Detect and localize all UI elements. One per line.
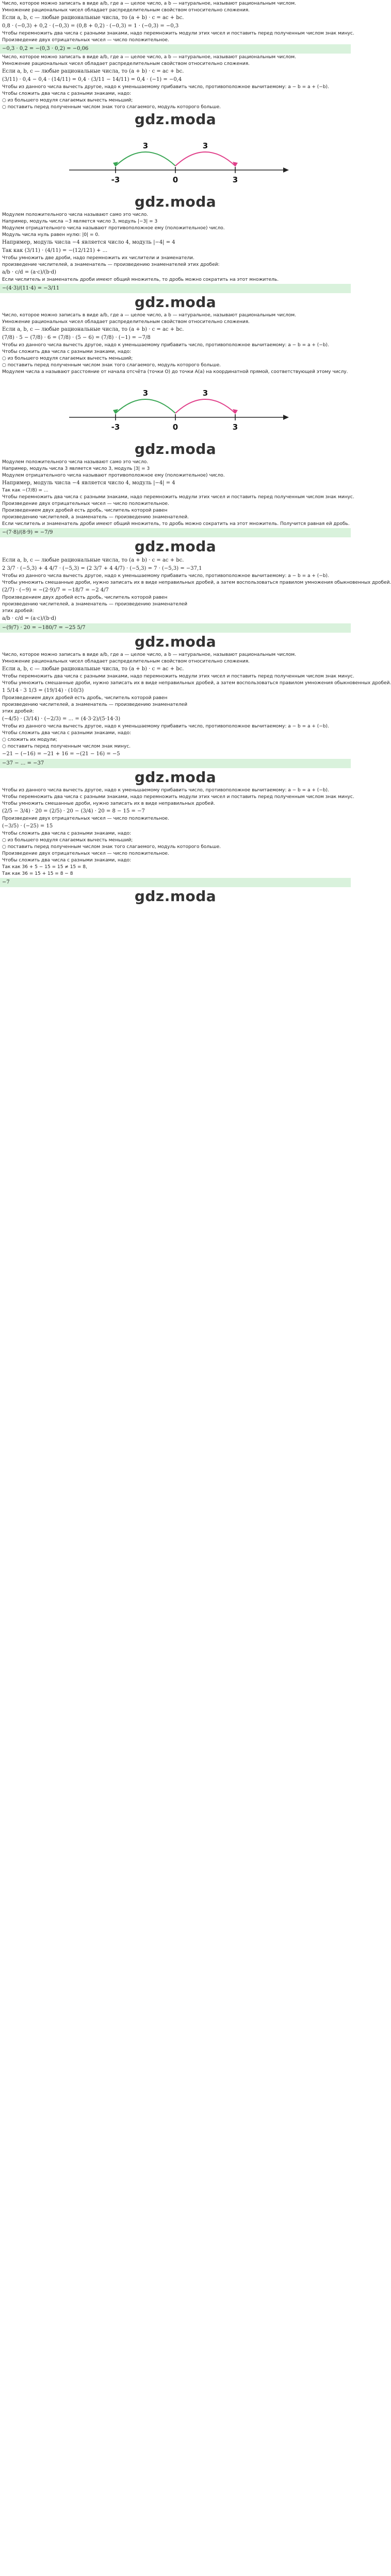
tick-label: 3 — [232, 175, 238, 184]
text-line: Модулем положительного числа называют само это число. — [2, 212, 149, 217]
arc-label: 3 — [202, 388, 208, 398]
text-line: ○ из большего модуля слагаемых вычесть меньший; — [2, 838, 133, 843]
arc-label: 3 — [142, 141, 149, 150]
text-line: ○ поставить перед полученным числом знак минус. — [2, 744, 131, 749]
watermark: gdz.moda — [134, 888, 217, 905]
formula-line: (2/7) · (−9) = −(2·9)/7 = −18/7 = −2 4/7 — [2, 587, 109, 593]
answer-line: −(9/7) · 20 = −180/7 = −25 5/7 — [0, 623, 351, 633]
text-line: ○ из большего модуля слагаемых вычесть меньший; — [2, 98, 133, 103]
text-line: Чтобы умножить две дроби, надо перемножить их числители и знаменатели. — [2, 256, 194, 261]
text-line: Чтобы перемножить два числа с разными знаками, надо перемножить модули этих чисел и поставить перед полученным числом знак минус. — [2, 674, 354, 679]
text-line: Чтобы умножить смешанные дроби, нужно записать их в виде неправильных дробей. — [2, 801, 215, 806]
formula-line: 0,8 · (−0,3) + 0,2 · (−0,3) = (0,8 + 0,2) · (−0,3) = 1 · (−0,3) = −0,3 — [2, 23, 179, 29]
formula-line: (−4/5) · (3/14) · (−2/3) = ... = (4·3·2)/(5·14·3) — [2, 716, 121, 722]
formula-line: a/b · c/d = (a·c)/(b·d) — [2, 616, 57, 621]
text-line: Произведением двух дробей есть дробь, числитель которой равен — [2, 696, 168, 701]
watermark: gdz.moda — [134, 538, 217, 555]
text-line: Модулем положительного числа называют само это число. — [2, 460, 149, 465]
formula-line: (7/8) · 5 − (7/8) · 6 = (7/8) · (5 − 6) = (7/8) · (−1) = −7/8 — [2, 335, 151, 341]
tick-label: 0 — [172, 422, 178, 432]
text-line: Так как 36 = 15 + 15 = 8 − 8 — [2, 871, 73, 876]
answer-line: −37 − ... = −37 — [0, 759, 351, 768]
text-line: произведению числителей, а знаменатель — произведению знаменателей — [2, 702, 188, 707]
answer-line: −0,3 · 0,2 = −(0,3 · 0,2) = −0,06 — [0, 44, 351, 54]
section-6 — [2, 652, 391, 768]
answer-line: −(4·3)/(11·4) = −3/11 — [0, 284, 351, 293]
watermark: gdz.moda — [134, 633, 217, 650]
formula-line: a/b · c/d = (a·c)/(b·d) — [2, 269, 57, 275]
text-line: Если числитель и знаменатель дроби имеют общий множитель, то дробь можно сократить на этот множитель. Получится равная ей дробь. — [2, 521, 350, 527]
section-4 — [2, 460, 354, 537]
arc-right — [175, 152, 235, 166]
formula-line: Если a, b, c — любые рациональные числа, то (a + b) · c = ac + bc. — [2, 327, 184, 332]
text-line: Чтобы сложить два числа с разными знаками, надо: — [2, 858, 132, 863]
axis-arrow-icon — [283, 415, 289, 420]
arc-left — [116, 399, 175, 413]
tick-label: 0 — [172, 175, 178, 184]
arc-left — [116, 152, 175, 166]
tick-label: -3 — [111, 422, 120, 432]
text-line: Чтобы из данного числа вычесть другое, надо к уменьшаемому прибавить число, противоположное вычитаемому: a − b = a + (−b). — [2, 724, 329, 729]
text-line: Чтобы умножить смешанные дроби, нужно записать их в виде неправильных дробей, а затем воспользоваться правилом умножения обыкновенных дробей. — [2, 580, 391, 585]
text-line: Произведение двух отрицательных чисел — число положительное. — [2, 501, 169, 506]
text-line: Чтобы из данного числа вычесть другое, надо к уменьшаемому прибавить число, противоположное вычитаемому: a − b = a + (−b). — [2, 573, 329, 579]
text-line: ○ из большего модуля слагаемых вычесть меньший; — [2, 356, 133, 361]
section-1 — [2, 1, 354, 110]
watermark: gdz.moda — [134, 193, 217, 210]
text-line: Модулем числа a называют расстояние от начала отсчёта (точки O) до точки A(a) на координатной прямой, соответствующей этому числу. — [2, 369, 348, 375]
text-line: Чтобы из данного числа вычесть другое, надо к уменьшаемому прибавить число, противоположное вычитаемому: a − b = a + (−b). — [2, 788, 329, 793]
formula-line: Если a, b, c — любые рациональные числа, то (a + b) · c = ac + bc. — [2, 15, 184, 21]
text-line: ○ поставить перед полученным числом знак того слагаемого, модуль которого больше. — [2, 844, 221, 850]
text-line: Модулем отрицательного числа называют противоположное ему (положительное) число. — [2, 226, 225, 231]
text-line: произведение числителей, а знаменатель — произведению знаменателей этих дробей: — [2, 262, 220, 267]
text-line: Умножение рациональных чисел обладает распределительным свойством относительно сложения. — [2, 659, 250, 664]
tick-label: -3 — [111, 175, 120, 184]
section-2 — [2, 212, 349, 293]
section-7 — [2, 788, 354, 887]
formula-line: 2 3/7 · (−5,3) + 4 4/7 · (−5,3) = (2 3/7 + 4 4/7) · (−5,3) = 7 · (−5,3) = −37,1 — [2, 566, 202, 571]
text-line: произведению числителей, а знаменатель — произведению знаменателей — [2, 602, 188, 607]
text-line: Число, которое можно записать в виде a/b, где a — целое число, а b — натуральное, называют рациональным числом. — [2, 1, 297, 6]
formula-line: (2/5 − 3/4) · 20 = (2/5) · 20 − (3/4) · 20 = 8 − 15 = −7 — [2, 808, 145, 814]
formula-line: Если a, b, c — любые рациональные числа, то (a + b) · c = ac + bc. — [2, 666, 184, 672]
text-line: ○ сложить их модули; — [2, 737, 57, 742]
text-line: Например, модуль числа 3 является число 3, модуль |3| = 3 — [2, 466, 150, 471]
text-line: Чтобы умножить смешанные дроби, нужно записать их в виде неправильных дробей, а затем воспользоваться правилом умножения обыкновенных дробей. — [2, 681, 391, 686]
number-line-figure-2 — [2, 377, 349, 439]
formula-line: 1 5/14 · 3 1/3 = (19/14) · (10/3) — [2, 688, 84, 693]
text-line: Чтобы перемножить два числа с разными знаками, надо перемножить модули этих чисел и поставить перед полученным числом знак минус. — [2, 31, 354, 36]
number-line-figure-1 — [2, 130, 349, 192]
section-5 — [2, 557, 391, 633]
formula-line: Если a, b, c — любые рациональные числа, то (a + b) · c = ac + bc. — [2, 69, 184, 74]
section-3 — [2, 313, 349, 375]
text-line: Так как 36 + 5 − 15 = 15 ≠ 15 = 8, — [2, 865, 87, 870]
text-line: Чтобы из данного числа вычесть другое, надо к уменьшаемому прибавить число, противоположное вычитаемому: a − b = a + (−b). — [2, 343, 329, 348]
watermark: gdz.moda — [134, 440, 217, 457]
text-line: Число, которое можно записать в виде a/b, где a — целое число, а b — натуральное, называют рациональным числом. — [2, 313, 297, 318]
text-line: Число, которое можно записать в виде a/b, где a — целое число, а b — натуральное, называют рациональным числом. — [2, 652, 297, 657]
arc-right — [175, 399, 235, 413]
text-line: Число, которое можно записать в виде a/b, где a — целое число, а b — натуральное, называют рациональным числом. — [2, 55, 297, 60]
axis-arrow-icon — [283, 167, 289, 173]
text-line: Произведение двух отрицательных чисел — число положительное. — [2, 851, 169, 856]
text-line: Произведением двух дробей есть дробь, числитель которой равен — [2, 508, 168, 513]
text-line: Модуль числа нуль равен нулю: |0| = 0. — [2, 232, 100, 238]
text-line: Чтобы перемножить два числа с разными знаками, надо перемножить модули этих чисел и поставить перед полученным числом знак минус. — [2, 794, 354, 800]
watermark: gdz.moda — [134, 769, 217, 786]
formula-line: Если a, b, c — любые рациональные числа, то (a + b) · c = ac + bc. — [2, 557, 184, 563]
text-line: ○ поставить перед полученным числом знак того слагаемого, модуль которого больше. — [2, 105, 221, 110]
text-line: Так как −(7/8) = ... — [2, 488, 48, 493]
watermark: gdz.moda — [134, 294, 217, 311]
text-line: Чтобы сложить два числа с разными знаками, надо: — [2, 349, 132, 354]
formula-line: Например, модуль числа −4 является число 4, модуль |−4| = 4 — [2, 240, 175, 245]
arc-label: 3 — [202, 141, 208, 150]
text-line: Если числитель и знаменатель дроби имеют общий множитель, то дробь можно сократить на этот множитель. — [2, 277, 279, 282]
text-line: ○ поставить перед полученным числом знак того слагаемого, модуль которого больше. — [2, 363, 221, 368]
text-line: этих дробей: — [2, 608, 34, 614]
text-line: Умножение рациональных чисел обладает распределительным свойством относительно сложения. — [2, 8, 250, 13]
watermark: gdz.moda — [134, 111, 217, 128]
text-line: Чтобы перемножить два числа с разными знаками, надо перемножить модули этих чисел и поставить перед полученным числом знак минус. — [2, 495, 354, 500]
formula-line: (3/11) · 0,4 − 0,4 · (14/11) = 0,4 · (3/11 − 14/11) = 0,4 · (−1) = −0,4 — [2, 77, 182, 82]
formula-line: Так как (3/11) · (4/11) = −(12/121) + ... — [2, 248, 108, 253]
formula-line: −21 − (−16) = −21 + 16 = −(21 − 16) = −5 — [2, 751, 120, 757]
text-line: этих дробей: — [2, 709, 34, 714]
answer-line: −7 — [0, 878, 351, 887]
arc-label: 3 — [142, 388, 149, 398]
formula-line: Например, модуль числа −4 является число 4, модуль |−4| = 4 — [2, 480, 175, 486]
text-line: Умножение рациональных чисел обладает распределительным свойством относительно сложения. — [2, 61, 250, 66]
formula-line: (−3/5) · (−25) = 15 — [2, 823, 53, 829]
text-line: Чтобы сложить два числа с разными знаками, надо: — [2, 91, 132, 96]
tick-label: 3 — [232, 422, 238, 432]
text-line: Произведением двух дробей есть дробь, числитель которой равен — [2, 595, 168, 600]
solution-document — [0, 0, 391, 905]
text-line: Например, модуль числа −3 является число 3, модуль |−3| = 3 — [2, 219, 158, 224]
text-line: произведению числителей, а знаменатель — произведению знаменателей. — [2, 515, 189, 520]
text-line: Умножение рациональных чисел обладает распределительным свойством относительно сложения. — [2, 319, 250, 325]
text-line: Произведение двух отрицательных чисел — число положительное. — [2, 38, 169, 43]
text-line: Модулем отрицательного числа называют противоположное ему (положительное) число. — [2, 473, 225, 478]
text-line: Чтобы из данного числа вычесть другое, надо к уменьшаемому прибавить число, противоположное вычитаемому: a − b = a + (−b). — [2, 84, 329, 90]
answer-line: −(7·8)/(8·9) = −7/9 — [0, 528, 351, 537]
text-line: Произведение двух отрицательных чисел — число положительное. — [2, 816, 169, 821]
text-line: Чтобы сложить два числа с разными знаками, надо: — [2, 731, 132, 736]
text-line: Чтобы сложить два числа с разными знаками, надо: — [2, 831, 132, 836]
